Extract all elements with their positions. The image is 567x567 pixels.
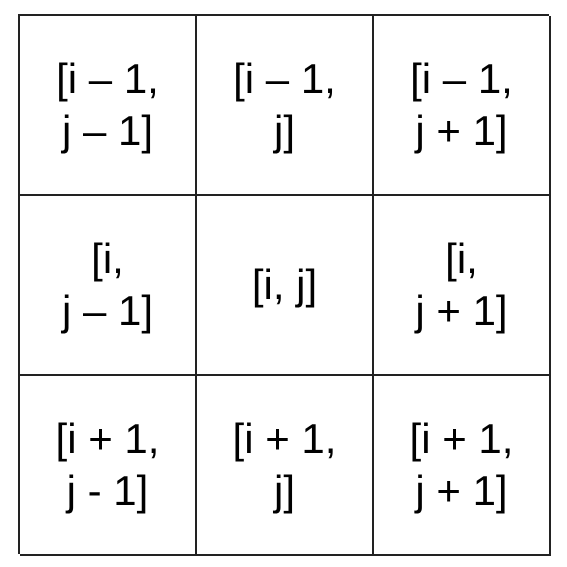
cell-middle-left — [20, 196, 197, 376]
neighborhood-grid — [18, 14, 549, 554]
cell-line-2: j] — [274, 107, 295, 154]
cell-line-2: j – 1] — [61, 287, 154, 334]
cell-line-2: j + 1] — [415, 467, 508, 514]
cell-top-left — [20, 16, 197, 196]
cell-top-center — [197, 16, 374, 196]
cell-line-2: j + 1] — [415, 287, 508, 334]
cell-line-2: j] — [274, 467, 295, 514]
cell-line-1: [i, — [445, 234, 478, 282]
cell-line-1: [i – 1, — [410, 54, 513, 102]
cell-line-2: j - 1] — [66, 467, 149, 514]
cell-bottom-left — [20, 376, 197, 556]
cell-line-1: [i – 1, — [233, 54, 336, 102]
cell-center — [197, 196, 374, 376]
cell-line-1: [i, — [91, 234, 124, 282]
cell-bottom-center — [197, 376, 374, 556]
cell-line-1: [i + 1, — [55, 414, 160, 462]
cell-line-2: j + 1] — [415, 107, 508, 154]
cell-line-1: [i – 1, — [56, 54, 159, 102]
cell-top-right — [374, 16, 551, 196]
cell-line-1: [i, j] — [251, 260, 318, 308]
cell-line-1: [i + 1, — [232, 414, 337, 462]
cell-line-2: j – 1] — [61, 107, 154, 154]
cell-middle-right — [374, 196, 551, 376]
cell-line-1: [i + 1, — [409, 414, 514, 462]
cell-bottom-right — [374, 376, 551, 556]
